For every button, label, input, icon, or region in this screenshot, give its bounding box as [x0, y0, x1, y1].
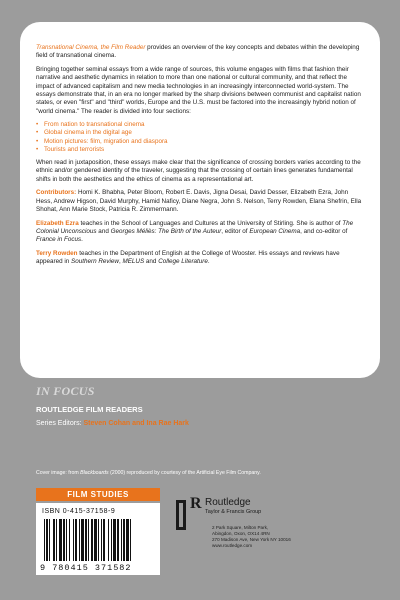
barcode-bar: [85, 519, 87, 561]
barcode-bar: [79, 519, 80, 561]
barcode-number: 9 780415 371582: [40, 563, 132, 573]
routledge-r-icon: R: [190, 495, 202, 512]
ezra-bio: [36, 220, 366, 245]
body-paragraph: Bringing together seminal essays from a wide range of sources, this volume engages with films that fashion their narrative and aesthetic dynamics in relation to more than one national or cultural community, and that reflect the impact of advanced capitalism and new media technologies in an increasingly interconnected world-system. The essays demonstrate that, in an era no longer marked by the sharp divisions between communist and capitalist nation states, or even "first" and "third" worlds, Europe and the U.S. must be factored into the increasingly hybrid notion of "world cinema." The reader is divided into four sections:: [36, 65, 361, 115]
rowden-text: teaches in the Department of English at the College of Wooster. His essays and reviews have appeared in: [36, 249, 340, 266]
rowden-text: and: [144, 258, 159, 266]
barcode-bar: [126, 519, 129, 561]
contributors-paragraph: [36, 189, 366, 214]
series-block: [36, 384, 366, 427]
publisher-address: [212, 525, 291, 549]
routledge-logo-icon: [176, 500, 186, 530]
rowden-bio: [36, 250, 366, 267]
series-title: ROUTLEDGE FILM READERS: [36, 405, 143, 414]
ezra-text: teaches in the School of Languages and Cultures at the University of Stirling. She is author of: [78, 219, 343, 227]
cover-credit-text: Cover image: from: [36, 470, 81, 476]
cover-credit: [36, 470, 261, 476]
publisher-name: Routledge: [205, 497, 251, 508]
cover-credit-film: Blackboards: [80, 470, 109, 476]
barcode-bar: [63, 519, 65, 561]
barcode-bar: [130, 519, 131, 561]
ezra-book: France in Focus: [36, 236, 82, 244]
juxtaposition-paragraph: When read in juxtaposition, these essays make clear that the significance of crossing borders varies according to the ethnic and/or gendered identity of the traveler, suggesting that the crossing of certain lines generates fundamental shifts in both the aesthetics and the ethics of cinema as a representational art.: [36, 159, 361, 183]
barcode-bar: [75, 519, 77, 561]
rowden-publication: Southern Review: [71, 258, 119, 266]
barcode-bar: [81, 519, 84, 561]
rowden-publication: College Literature: [158, 258, 208, 266]
contributors-names: Homi K. Bhabha, Peter Bloom, Robert E. Davis, Jigna Desai, David Desser, Elizabeth Ezra, John Hess, Andrew Higson, David Murphy, Hamid Naficy, Diane Negra, John S. Nelson, Terry Rowden, Elana Shefrin, Ella Shohat, Ann Marie Stock, Patricia R. Zimmermann.: [36, 189, 362, 214]
barcode-bar: [59, 519, 62, 561]
barcode-bar: [44, 519, 45, 561]
book-title: Transnational Cinema, the Film Reader: [36, 44, 146, 51]
publisher-group: Taylor & Francis Group: [205, 509, 262, 515]
barcode-bar: [69, 519, 70, 561]
section-item: • Global cinema in the digital age: [36, 129, 366, 137]
barcode-bar: [103, 519, 105, 561]
series-editors-label: Series Editors:: [36, 420, 84, 427]
barcode-bar: [91, 519, 93, 561]
barcode-bar: [123, 519, 125, 561]
rowden-text: ,: [118, 258, 123, 266]
back-cover-text: [36, 44, 366, 272]
series-editors-names: Steven Cohan and Ina Rae Hark: [83, 420, 189, 427]
intro-text: provides an overview of the key concepts and debates within the developing field of transnational cinema.: [36, 44, 360, 60]
barcode-bar: [117, 519, 119, 561]
barcode-bar: [108, 519, 109, 561]
barcode-bar: [73, 519, 74, 561]
barcode-bar: [88, 519, 89, 561]
barcode-bar: [113, 519, 116, 561]
contributors-label: Contributors:: [36, 189, 77, 197]
subject-label: FILM STUDIES: [36, 488, 160, 501]
intro-paragraph: [36, 44, 366, 61]
address-line: Abingdon, Oxon, OX14 4RN: [212, 531, 270, 536]
address-line: 2 Park Square, Milton Park,: [212, 525, 269, 530]
ezra-book: The Colonial Unconscious: [36, 219, 354, 235]
barcode-bar: [56, 519, 57, 561]
address-line: 270 Madison Ave, New York NY 10016: [212, 537, 291, 542]
in-focus-logo: IN FOCUS: [36, 384, 95, 398]
ezra-name: Elizabeth Ezra: [36, 219, 79, 227]
rowden-name: Terry Rowden: [36, 249, 78, 257]
sections-list: [36, 121, 366, 154]
address-line: www.routledge.com: [212, 543, 253, 548]
barcode-bar: [121, 519, 122, 561]
barcode-box: [36, 503, 160, 575]
ezra-text: , editor of: [221, 227, 250, 235]
isbn-text: ISBN 0-415-37158-9: [42, 508, 116, 515]
cover-credit-text: (2000) reproduced by courtesy of the Artificial Eye Film Company.: [108, 470, 261, 476]
rowden-text: .: [207, 258, 210, 266]
barcode-bar: [66, 519, 67, 561]
ezra-book: Georges Méliès: The Birth of the Auteur: [110, 227, 222, 235]
barcode-bar: [98, 519, 99, 561]
ezra-book: European Cinema: [249, 227, 301, 235]
barcode-bar: [101, 519, 102, 561]
ezra-text: and: [96, 227, 111, 235]
barcode-bar: [111, 519, 112, 561]
section-item: • Tourists and terrorists: [36, 146, 366, 154]
series-editors: [36, 420, 366, 427]
section-item: • Motion pictures: film, migration and diaspora: [36, 138, 366, 146]
ezra-text: , and co-editor of: [300, 227, 348, 235]
barcode-bar: [53, 519, 55, 561]
rowden-publication: MELUS: [122, 258, 145, 266]
barcode-icon: [42, 519, 154, 561]
section-item: • From nation to transnational cinema: [36, 121, 366, 129]
barcode-bar: [94, 519, 97, 561]
barcode-bar: [49, 519, 50, 561]
ezra-text: .: [81, 236, 83, 244]
barcode-bar: [46, 519, 48, 561]
